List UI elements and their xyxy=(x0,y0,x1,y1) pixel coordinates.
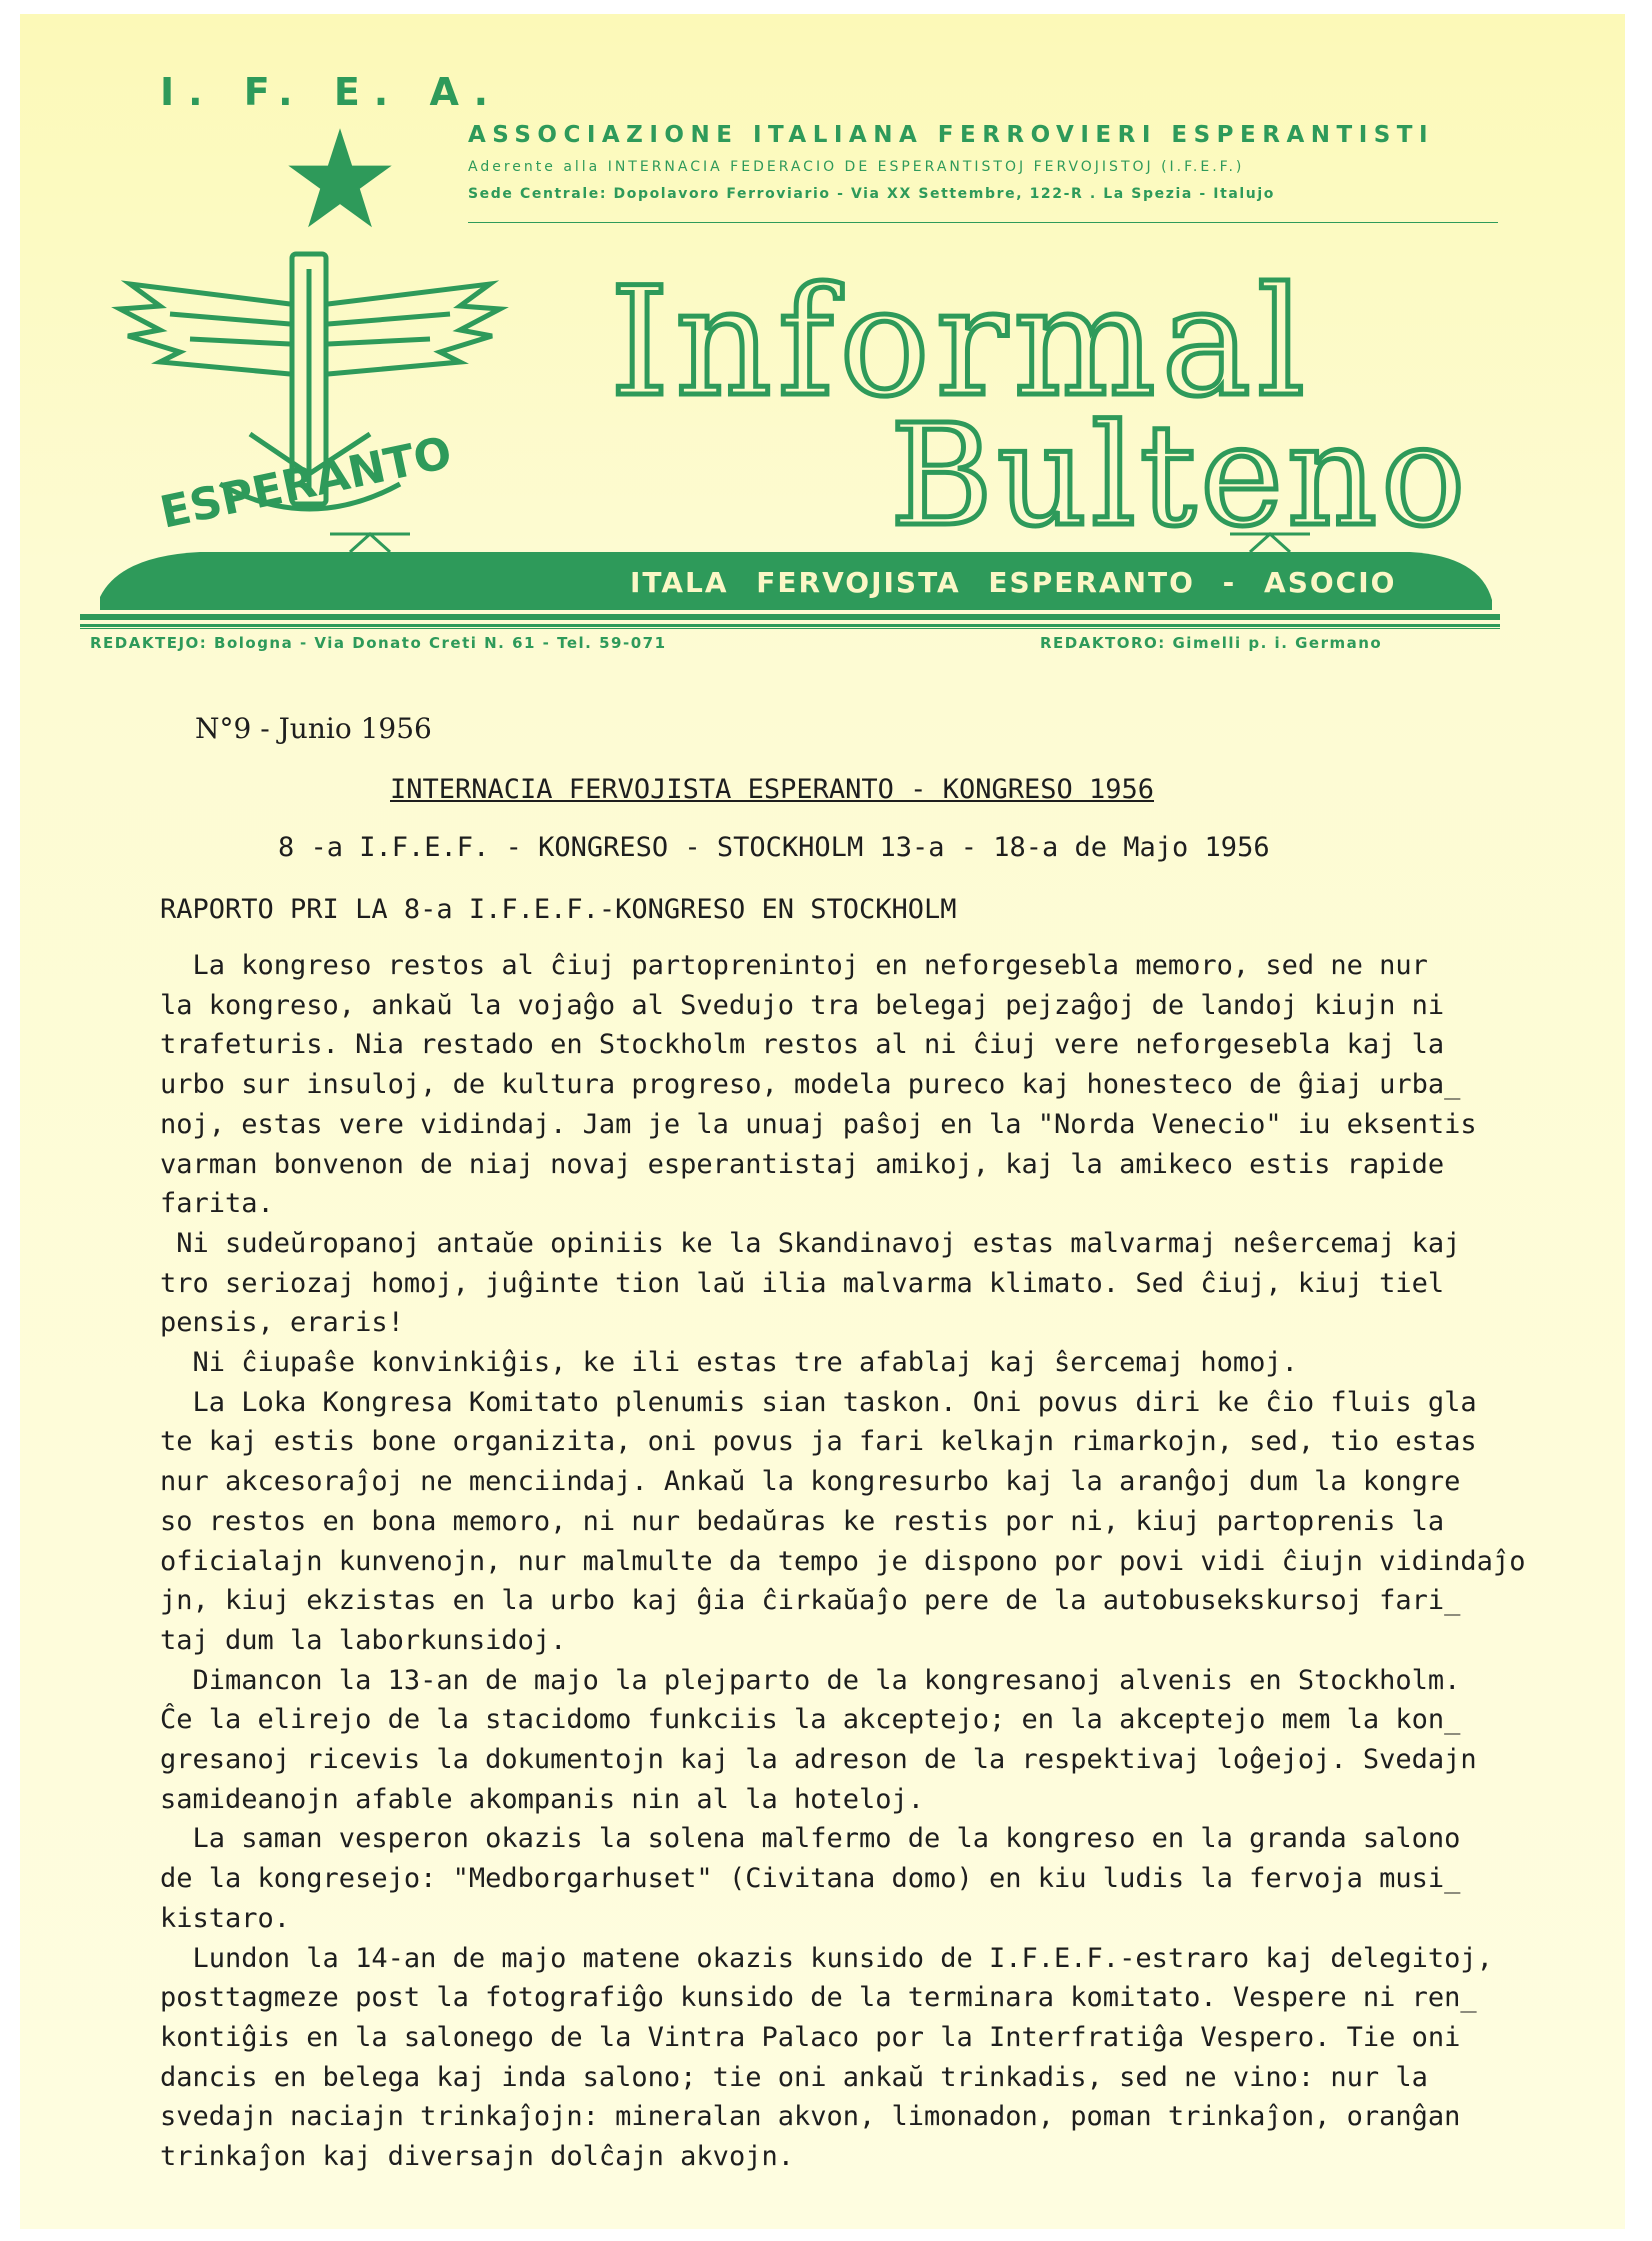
body-line: urbo sur insuloj, de kultura progreso, modela pureco kaj honesteco de ĝiaj urba_ xyxy=(160,1069,1461,1101)
masthead-rule xyxy=(80,628,1500,629)
bulletin-title xyxy=(600,254,1500,544)
body-line: posttagmeze post la fotografiĝo kunsido de la terminara komitato. Vespere ni ren_ xyxy=(160,1982,1477,2014)
body-line: jn, kiuj ekzistas en la urbo kaj ĝia ĉirkaŭaĵo pere de la autobusekskursoj fari_ xyxy=(160,1585,1461,1617)
report-title: RAPORTO PRI LA 8-a I.F.E.F.-KONGRESO EN STOCKHOLM xyxy=(160,894,957,925)
document-page xyxy=(20,14,1625,2229)
editor-line: REDAKTORO: Gimelli p. i. Germano xyxy=(1040,634,1383,652)
body-line: La Loka Kongresa Komitato plenumis sian taskon. Oni povus diri ke ĉio fluis gla xyxy=(160,1386,1477,1418)
body-line: taj dum la laborkunsidoj. xyxy=(160,1624,567,1656)
article-subheading: 8 -a I.F.E.F. - KONGRESO - STOCKHOLM 13-a - 18-a de Majo 1956 xyxy=(278,832,1270,863)
body-line: La saman vesperon okazis la solena malfermo de la kongreso en la granda salono xyxy=(160,1823,1461,1855)
logo-esperanto-text: ESPERANTO xyxy=(155,427,457,539)
title-line-2: Bulteno xyxy=(890,395,1470,544)
article-heading: INTERNACIA FERVOJISTA ESPERANTO - KONGRESO 1956 xyxy=(390,774,1155,805)
train-banner-text: ITALA FERVOJISTA ESPERANTO - ASOCIO xyxy=(630,566,1397,599)
body-line: te kaj estis bone organizita, oni povus ja fari kelkajn rimarkojn, sed, tio estas xyxy=(160,1426,1477,1458)
body-line: samideanojn afable akompanis nin al la hoteloj. xyxy=(160,1783,925,1815)
editorial-office-line: REDAKTEJO: Bologna - Via Donato Creti N. 61 - Tel. 59-071 xyxy=(90,634,667,652)
body-line: oficialajn kunvenojn, nur malmulte da tempo je dispono por povi vidi ĉiujn vidindaĵo xyxy=(160,1545,1526,1577)
headquarters-line: Sede Centrale: Dopolavoro Ferroviario - Via XX Settembre, 122-R . La Spezia - Italujo xyxy=(468,186,1275,202)
title-line-1: Informal xyxy=(610,256,1312,430)
body-line: farita. xyxy=(160,1188,274,1220)
body-line: de la kongresejo: "Medborgarhuset" (Civitana domo) en kiu ludis la fervoja musi_ xyxy=(160,1863,1461,1895)
body-line: so restos en bona memoro, ni nur bedaŭras ke restis por ni, kiuj partoprenis la xyxy=(160,1505,1445,1537)
body-line: gresanoj ricevis la dokumentojn kaj la adreson de la respektivaj loĝejoj. Svedajn xyxy=(160,1744,1477,1776)
body-line: dancis en belega kaj inda salono; tie oni ankaŭ trinkadis, sed ne vino: nur la xyxy=(160,2061,1428,2093)
report-body xyxy=(160,946,1525,2177)
body-line: La kongreso restos al ĉiuj partoprenintoj en neforgesebla memoro, sed ne nur xyxy=(160,950,1428,981)
body-line: noj, estas vere vidindaj. Jam je la unuaj paŝoj en la "Norda Venecio" iu eksentis xyxy=(160,1108,1477,1140)
org-abbreviation: I. F. E. A. xyxy=(160,70,503,114)
header-rule xyxy=(468,222,1498,223)
body-line: Dimancon la 13-an de majo la plejparto de la kongresanoj alvenis en Stockholm. xyxy=(160,1664,1461,1696)
body-line: kistaro. xyxy=(160,1902,291,1934)
body-line: trafeturis. Nia restado en Stockholm restos al ni ĉiuj vere neforgesebla kaj la xyxy=(160,1029,1445,1061)
body-line: trinkaĵon kaj diversajn dolĉajn akvojn. xyxy=(160,2141,794,2173)
body-line: la kongreso, ankaŭ la vojaĝo al Svedujo tra belegaj pejzaĝoj de landoj kiujn ni xyxy=(160,989,1445,1021)
body-line: Ni ĉiupaŝe konvinkiĝis, ke ili estas tre afablaj kaj ŝercemaj homoj. xyxy=(160,1347,1298,1379)
body-line: varman bonvenon de niaj novaj esperantistaj amikoj, kaj la amikeco estis rapide xyxy=(160,1148,1445,1180)
body-line: Ĉe la elirejo de la stacidomo funkciis la akceptejo; en la akceptejo mem la kon_ xyxy=(160,1704,1461,1736)
body-line: svedajn naciajn trinkaĵojn: mineralan akvon, limonadon, poman trinkaĵon, oranĝan xyxy=(160,2101,1461,2133)
body-line: nur akcesoraĵoj ne menciindaj. Ankaŭ la kongresurbo kaj la aranĝoj dum la kongre xyxy=(160,1466,1461,1498)
association-name: ASSOCIAZIONE ITALIANA FERROVIERI ESPERANTISTI xyxy=(468,122,1435,148)
winged-rail-logo-icon xyxy=(100,244,520,544)
body-line: kontiĝis en la salonego de la Vintra Palaco por la Interfratiĝa Vespero. Tie oni xyxy=(160,2021,1461,2053)
body-line: pensis, eraris! xyxy=(160,1307,404,1339)
body-line: tro seriozaj homoj, juĝinte tion laŭ ilia malvarma klimato. Sed ĉiuj, kiuj tiel xyxy=(160,1267,1445,1299)
adherent-line: Aderente alla INTERNACIA FEDERACIO DE ESPERANTISTOJ FERVOJISTOJ (I.F.E.F.) xyxy=(468,159,1245,175)
green-star-icon xyxy=(285,126,395,236)
body-line: Ni sudeŭropanoj antaŭe opiniis ke la Skandinavoj estas malvarmaj neŝercemaj kaj xyxy=(160,1227,1461,1259)
issue-number: N°9 - Junio 1956 xyxy=(195,712,432,745)
body-line: Lundon la 14-an de majo matene okazis kunsido de I.F.E.F.-estraro kaj delegitoj, xyxy=(160,1942,1493,1974)
